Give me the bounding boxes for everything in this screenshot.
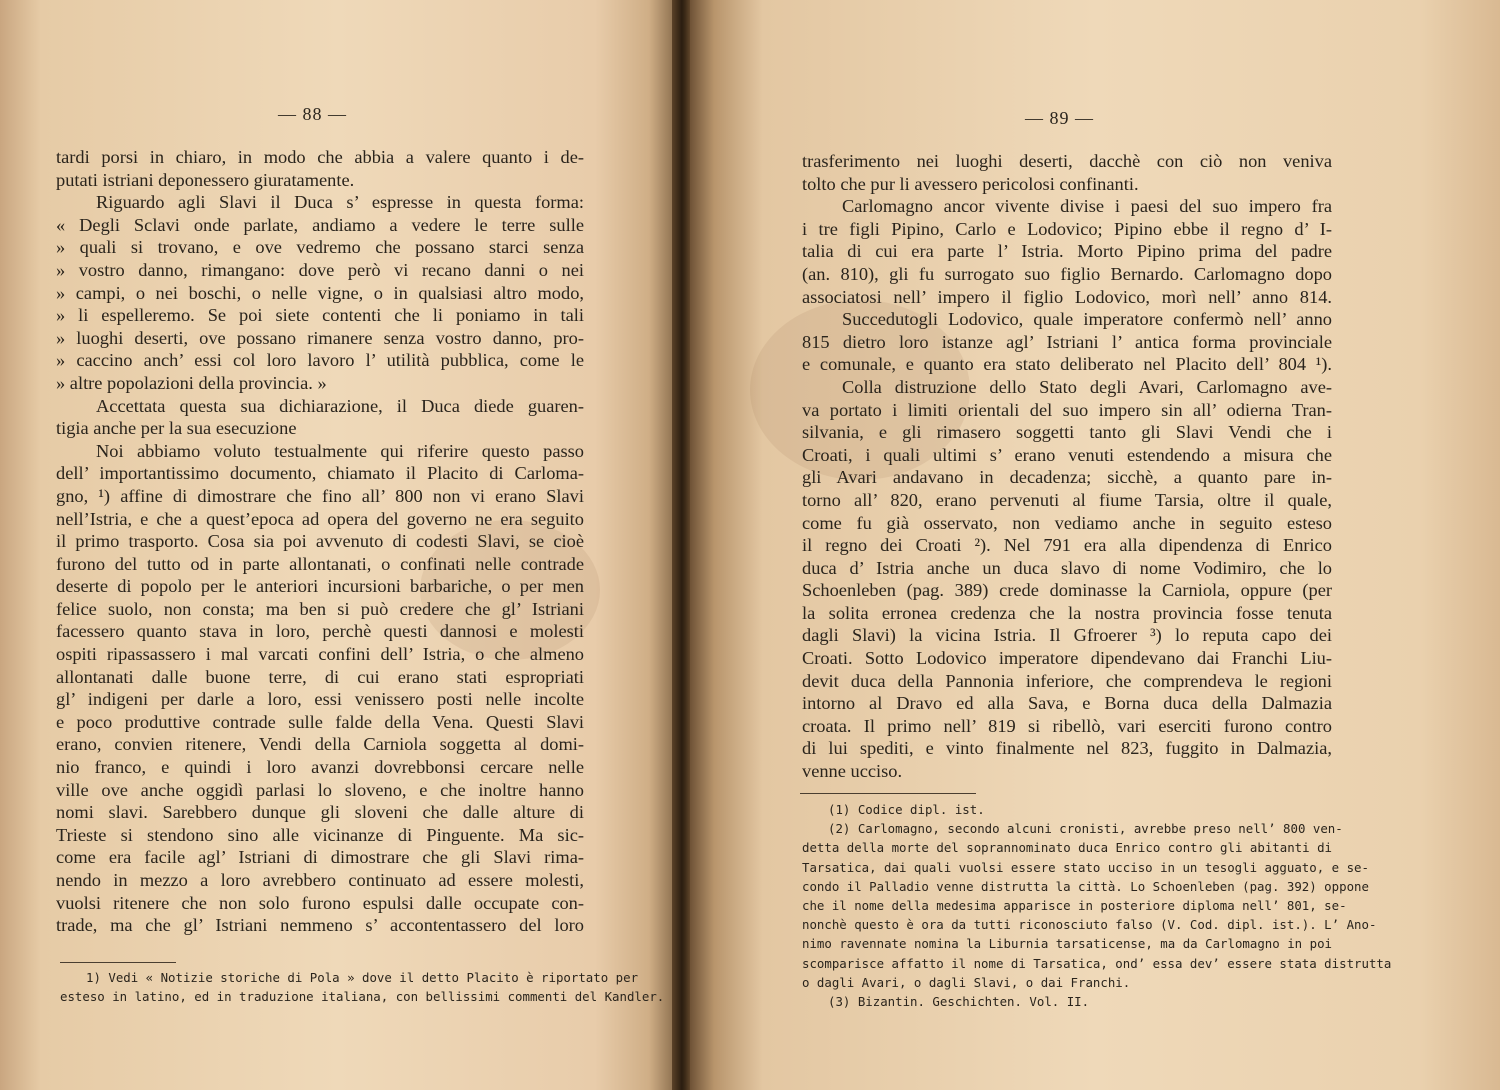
text-line: Schoenleben (pag. 389) crede dominasse la Carniola, oppure (per: [802, 580, 1332, 601]
text-line: dell’ importantissimo documento, chiamato il Placito di Carloma-: [56, 463, 584, 484]
text-line: tolto che pur li avessero pericolosi confinanti.: [802, 173, 1139, 194]
text-line: » altre popolazioni della provincia. »: [56, 372, 327, 393]
page-number-88: — 88 —: [278, 104, 347, 124]
text-line: facessero quanto stava in loro, perchè questi dannosi e molesti: [56, 621, 584, 642]
text-line: silvania, e gli rimasero soggetti tanto gli Slavi Vendi che i: [802, 422, 1332, 443]
text-line: Croati. Sotto Lodovico imperatore dipendevano dai Franchi Liu-: [802, 648, 1332, 669]
text-line: Carlomagno ancor vivente divise i paesi del suo impero fra: [842, 196, 1332, 217]
text-line: ospiti ripassassero i mal varcati confini dell’ Istria, o che almeno: [56, 644, 584, 665]
footnote-rule: [60, 962, 176, 963]
text-line: ville ove anche oggidì parlasi lo sloveno, e che inoltre hanno: [56, 779, 584, 800]
text-line: e comunale, e quanto era stato deliberato nel Placito dell’ 804 ¹).: [802, 354, 1332, 375]
text-line: furono del tutto od in parte allontanati, o confinati nelle contrade: [56, 553, 584, 574]
text-line: e poco produttive contrade sulle falde della Vena. Questi Slavi: [56, 711, 584, 732]
text-line: nell’Istria, e che a quest’epoca ad opera del governo ne era seguito: [56, 508, 584, 529]
text-line: gl’ indigeni per darle a loro, essi venissero posti nelle incolte: [56, 689, 584, 710]
left-page: [0, 0, 676, 1090]
footnote-line: scomparisce affatto il nome di Tarsatica, ond’ essa dev’ essere stata distrutta: [802, 955, 1392, 971]
text-line: nomi slavi. Sarebbero dunque gli sloveni che dalle alture di: [56, 802, 584, 823]
page-number-89: — 89 —: [1025, 108, 1094, 128]
text-line: associatosi nell’ impero il figlio Lodovico, morì nell’ anno 814.: [802, 286, 1332, 307]
right-footnotes: [802, 800, 1392, 1011]
text-line: » quali si trovano, e ove vedremo che possano starci senza: [56, 237, 584, 258]
text-line: la solita erronea credenza che la nostra provincia fosse tenuta: [802, 602, 1332, 623]
text-line: Trieste si stendono sino alle vicinanze di Pinguente. Ma sic-: [56, 824, 584, 845]
footnote-line: detta della morte del soprannominato duca Enrico contro gli abitanti di: [802, 840, 1332, 856]
text-line: dagli Slavi) la vicina Istria. Il Gfroerer ³) lo reputa capo dei: [802, 625, 1332, 646]
text-line: tigia anche per la sua esecuzione: [56, 418, 297, 439]
text-line: il primo trasporto. Cosa sia poi avvenuto di codesti Slavi, se cioè: [56, 531, 584, 552]
text-line: » vostro danno, rimangano: dove però vi recano danni o nei: [56, 259, 584, 280]
text-line: putati istriani deponessero giuratamente.: [56, 169, 355, 190]
text-line: deserte di popolo per le anteriori incursioni barbariche, o per men: [56, 576, 584, 597]
footnote-line: (3) Bizantin. Geschichten. Vol. II.: [828, 994, 1090, 1010]
footnote-line: che il nome della medesima apparisce in posteriore diploma nell’ 801, se-: [802, 898, 1347, 914]
footnote-line: condo il Palladio venne distrutta la città. Lo Schoenleben (pag. 392) oppone: [802, 878, 1369, 894]
text-line: » campi, o nei boschi, o nelle vigne, o in qualsiasi altro modo,: [56, 282, 584, 303]
text-line: 815 dietro loro istanze agl’ Istriani l’ antica forma provinciale: [802, 331, 1332, 352]
text-line: Croati, i quali ultimi s’ erano venuti estendendo a misura che: [802, 444, 1332, 465]
footnote-rule: [800, 793, 976, 794]
text-line: intorno al Dravo ed alla Sava, e Borna duca della Dalmazia: [802, 693, 1332, 714]
text-line: nio franco, e quindi i loro avanzi dovrebbonsi cercare nelle: [56, 757, 584, 778]
right-page: [690, 0, 1500, 1090]
text-line: » luoghi deserti, ove possano rimanere senza vostro danno, pro-: [56, 327, 584, 348]
text-line: croata. Il primo nell’ 819 si ribellò, vari eserciti furono contro: [802, 715, 1332, 736]
text-line: Succedutogli Lodovico, quale imperatore confermò nell’ anno: [842, 309, 1332, 330]
left-footnotes: [60, 968, 665, 1006]
text-line: come era facile agl’ Istriani di dimostrare che gli Slavi rima-: [56, 847, 584, 868]
footnote-line: nonchè questo è ora da tutti riconosciuto falso (V. Cod. dipl. ist.). L’ Ano-: [802, 917, 1377, 933]
footnote-line: 1) Vedi « Notizie storiche di Pola » dove il detto Placito è riportato per: [86, 970, 639, 985]
text-line: allontanati dalle buone terre, di cui erano stati espropriati: [56, 666, 584, 687]
text-line: i tre figli Pipino, Carlo e Lodovico; Pipino ebbe il regno d’ I-: [802, 218, 1332, 239]
text-line: » li espelleremo. Se poi siete contenti che li poniamo in tali: [56, 305, 584, 326]
text-line: va portato i limiti orientali del suo impero sin all’ odierna Tran-: [802, 399, 1332, 420]
text-line: trasferimento nei luoghi deserti, dacchè con ciò non veniva: [802, 151, 1332, 171]
text-line: » caccino anch’ essi col loro lavoro l’ utilità pubblica, come le: [56, 350, 584, 371]
text-line: come fu già osservato, non vediamo anche in seguito esteso: [802, 512, 1332, 533]
footnote-line: nimo ravennate nomina la Liburnia tarsaticense, ma da Carlomagno in poi: [802, 936, 1332, 952]
text-line: il regno dei Croati ²). Nel 791 era alla dipendenza di Enrico: [802, 535, 1332, 556]
text-line: Noi abbiamo voluto testualmente qui riferire questo passo: [96, 440, 584, 461]
text-line: talia di cui era parte l’ Istria. Morto Pipino prima del padre: [802, 241, 1332, 262]
footnote-line: o dagli Avari, o dagli Slavi, o dai Franchi.: [802, 974, 1131, 990]
text-line: torno all’ 820, erano pervenuti al fiume Tarsia, oltre il quale,: [802, 489, 1332, 510]
text-line: duca d’ Istria anche un duca slavo di nome Vodimiro, che lo: [802, 557, 1332, 578]
text-line: erano, convien ritenere, Vendi della Carniola soggetta al domi-: [56, 734, 584, 755]
text-line: nendo in mezzo a loro avrebbero continuato ad essere molesti,: [56, 870, 584, 890]
text-line: felice suolo, non consta; ma ben si può credere che gl’ Istriani: [56, 598, 584, 619]
text-line: Colla distruzione dello Stato degli Avari, Carlomagno ave-: [842, 376, 1332, 397]
text-line: gno, ¹) affine di dimostrare che fino all’ 800 non vi erano Slavi: [56, 485, 584, 506]
text-line: Riguardo agli Slavi il Duca s’ espresse in questa forma:: [96, 192, 584, 213]
text-line: gli Avari andavano in decadenza; sicchè, a quanto pare in-: [802, 467, 1332, 488]
left-body-text: [56, 146, 584, 937]
footnote-line: esteso in latino, ed in traduzione italiana, con bellissimi commenti del Kandler.: [60, 989, 665, 1005]
text-line: devit duca della Pannonia inferiore, che comprendeva le regioni: [802, 670, 1332, 691]
text-line: Accettata questa sua dichiarazione, il Duca diede guaren-: [96, 395, 584, 416]
text-line: « Degli Sclavi onde parlate, andiamo a vedere le terre sulle: [56, 214, 584, 235]
text-line: di lui spediti, e vinto finalmente nel 823, fuggito in Dalmazia,: [802, 738, 1332, 759]
text-line: tardi porsi in chiaro, in modo che abbia a valere quanto i de-: [56, 147, 584, 167]
footnote-line: (2) Carlomagno, secondo alcuni cronisti, avrebbe preso nell’ 800 ven-: [828, 821, 1343, 837]
text-line: vuolsi ritenere che non solo furono espulsi dalle occupate con-: [56, 892, 584, 913]
footnote-line: Tarsatica, dai quali vuolsi essere stato ucciso in un tesogli agguato, e se-: [802, 859, 1369, 875]
text-line: trade, ma che gl’ Istriani nemmeno s’ accontentassero del loro: [56, 915, 584, 936]
right-body-text: [802, 150, 1332, 783]
footnote-line: (1) Codice dipl. ist.: [828, 802, 985, 817]
text-line: (an. 810), gli fu surrogato suo figlio Bernardo. Carlomagno dopo: [802, 263, 1332, 284]
text-line: venne ucciso.: [802, 761, 903, 782]
